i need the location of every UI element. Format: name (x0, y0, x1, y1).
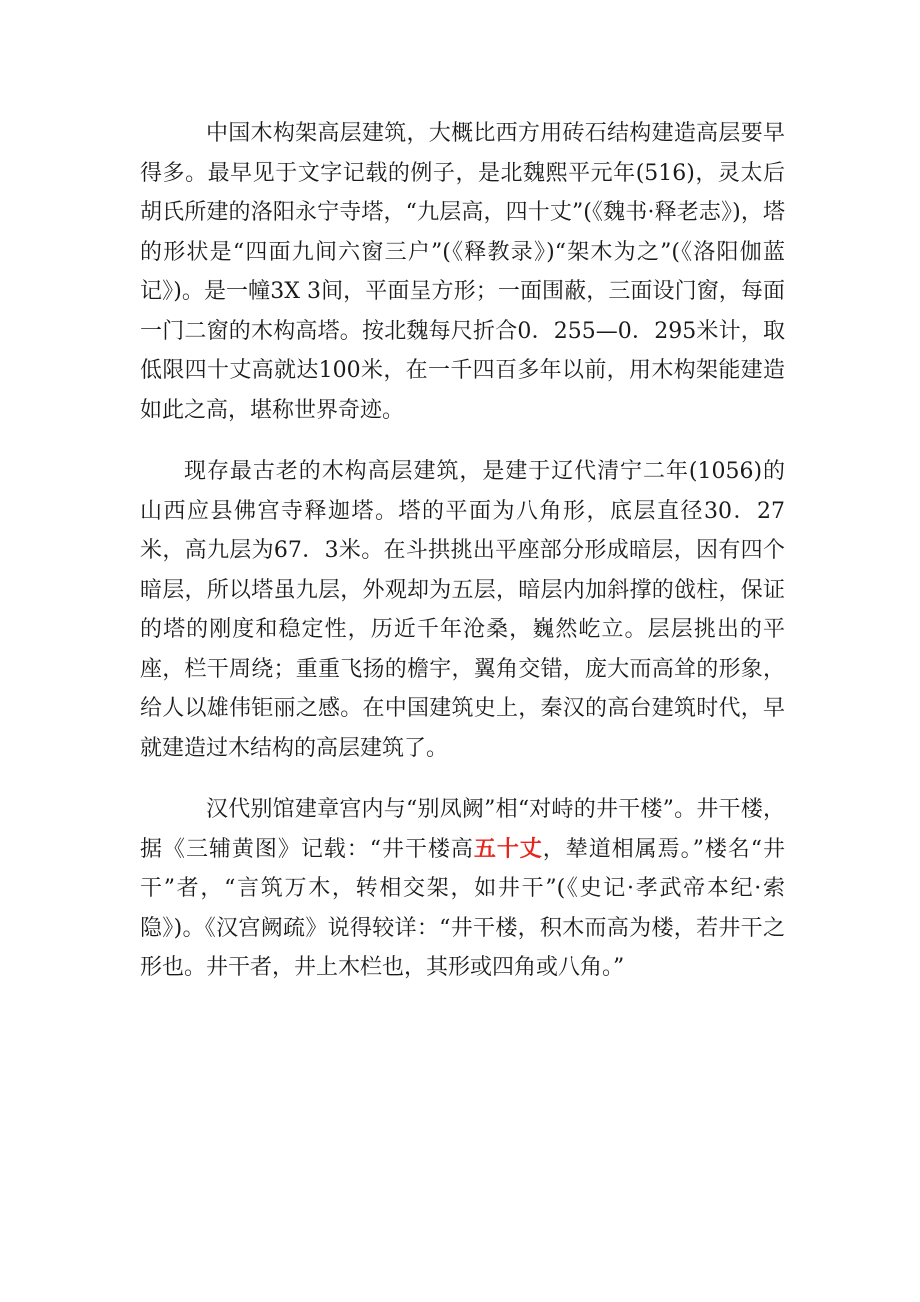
document-body (140, 114, 785, 988)
paragraph-1: 中国木构架高层建筑，大概比西方用砖石结构建造高层要早得多。最早见于文字记载的例子，是北魏熙平元年(516)，灵太后胡氏所建的洛阳永宁寺塔，“九层高，四十丈”(《魏书·释老志》)，塔的形状是“四面九间六窗三户”(《释教录》)“架木为之”(《洛阳伽蓝记》)。是一幢3X 3间，平面呈方形；一面围蔽，三面设门窗，每面一门二窗的木构高塔。按北魏每尺折合0．255—0．295米计，取低限四十丈高就达100米，在一千四百多年以前，用木构架能建造如此之高，堪称世界奇迹。 (140, 121, 785, 423)
highlighted-measurement: 五十丈 (473, 835, 543, 862)
paragraph-3 (140, 790, 785, 988)
paragraph-2: 现存最古老的木构高层建筑，是建于辽代清宁二年(1056)的山西应县佛宫寺释迦塔。塔的平面为八角形，底层直径30．27米，高九层为67．3米。在斗拱挑出平座部分形成暗层，因有四个暗层，所以塔虽九层，外观却为五层，暗层内加斜撑的戗柱，保证的塔的刚度和稳定性，历近千年沧桑，巍然屹立。层层挑出的平座，栏干周绕；重重飞扬的檐宇，翼角交错，庞大而高耸的形象，给人以雄伟钜丽之感。在中国建筑史上，秦汉的高台建筑时代，早就建造过木结构的高层建筑了。 (140, 459, 785, 761)
paragraph-3-text-before: 汉代别馆建章宫内与“别凤阙”相“对峙的井干楼”。井干楼，据《三辅黄图》记载：“井干楼高 (140, 797, 785, 862)
paragraph-3-text-after: ，辇道相属焉。”楼名“井干”者，“言筑万木，转相交架，如井干”(《史记·孝武帝本纪·索隐》)。《汉宫阙疏》说得较详：“井干楼，积木而高为楼，若井干之形也。井干者，井上木栏也，其形或四角或八角。” (140, 836, 785, 980)
